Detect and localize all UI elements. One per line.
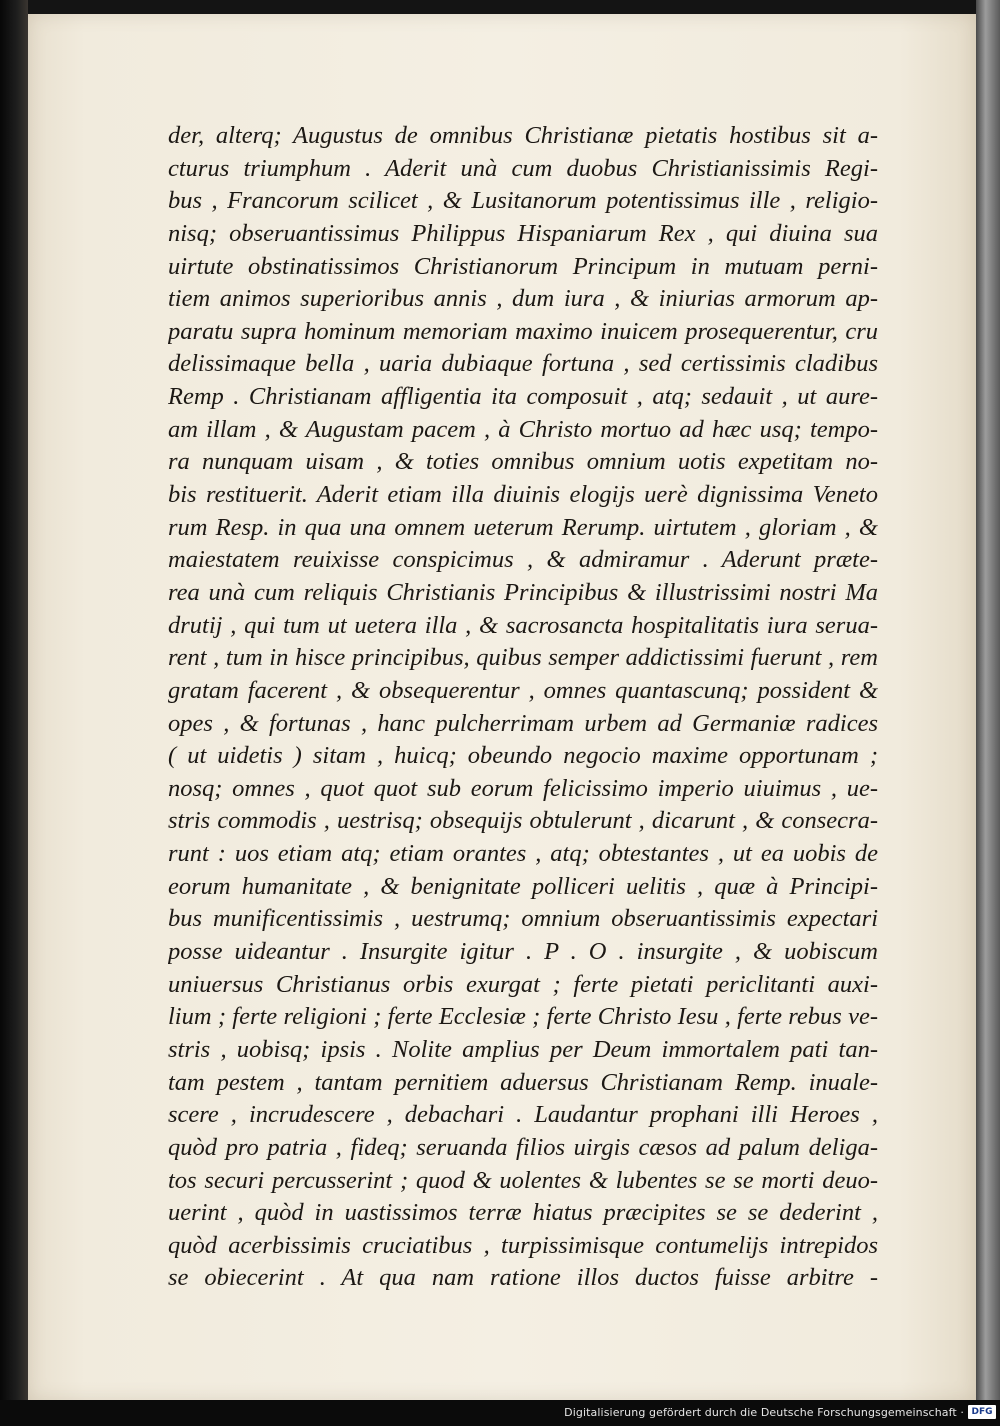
book-spine-shadow: [0, 0, 28, 1400]
page-body-text: [168, 120, 878, 1295]
text-line: uerint , quòd in uastissimos terræ hiatus præcipites se se dederint ,: [168, 1199, 878, 1227]
text-line: bus , Francorum scilicet , & Lusitanorum potentissimus ille , religio-: [168, 187, 878, 215]
text-line: stris commodis , uestrisq; obsequijs obtulerunt , dicarunt , & consecra-: [168, 807, 878, 835]
text-line: stris , uobisq; ipsis . Nolite amplius per Deum immortalem pati tan-: [168, 1035, 878, 1063]
footer-bar: [0, 1400, 1000, 1426]
text-line: quòd acerbissimis cruciatibus , turpissimisque contumelijs intrepidos: [168, 1231, 878, 1259]
text-line: bus munificentissimis , uestrumq; omnium obseruantissimis expectari: [168, 905, 878, 933]
text-line: lium ; ferte religioni ; ferte Ecclesiæ ; ferte Christo Iesu , ferte rebus ve-: [168, 1003, 878, 1031]
text-line: uniuersus Christianus orbis exurgat ; ferte pietati periclitanti auxi-: [168, 970, 878, 998]
text-line: uirtute obstinatissimos Christianorum Principum in mutuam perni-: [168, 252, 878, 280]
text-line: paratu supra hominum memoriam maximo inuicem prosequerentur, cru: [168, 317, 878, 345]
text-line: rum Resp. in qua una omnem ueterum Rerump. uirtutem , gloriam , &: [168, 513, 878, 541]
text-line: se obiecerint . At qua nam ratione illos ductos fuisse arbitre -: [168, 1264, 878, 1292]
text-line: delissimaque bella , uaria dubiaque fortuna , sed certissimis cladibus: [168, 350, 878, 378]
text-line: scere , incrudescere , debachari . Laudantur prophani illi Heroes ,: [168, 1101, 878, 1129]
text-line: cturus triumphum . Aderit unà cum duobus Christianissimis Regi-: [168, 154, 878, 182]
text-line: maiestatem reuixisse conspicimus , & admiramur . Aderunt præte-: [168, 546, 878, 574]
text-line: der, alterq; Augustus de omnibus Christianæ pietatis hostibus sit a-: [168, 122, 878, 149]
text-line: drutij , qui tum ut uetera illa , & sacrosancta hospitalitatis iura serua-: [168, 611, 878, 639]
text-line: Remp . Christianam affligentia ita composuit , atq; sedauit , ut aure-: [168, 383, 878, 411]
text-line: quòd pro patria , fideq; seruanda filios uirgis cæsos ad palum deliga-: [168, 1133, 878, 1161]
text-line: opes , & fortunas , hanc pulcherrimam urbem ad Germaniæ radices: [168, 709, 878, 737]
text-line: eorum humanitate , & benignitate polliceri uelitis , quæ à Principi-: [168, 872, 878, 900]
text-line: bis restituerit. Aderit etiam illa diuinis elogijs uerè dignissima Veneto: [168, 481, 878, 509]
text-line: tam pestem , tantam pernitiem aduersus Christianam Remp. inuale-: [168, 1068, 878, 1096]
text-line: ra nunquam uisam , & toties omnibus omnium uotis expetitam no-: [168, 448, 878, 476]
text-line: am illam , & Augustam pacem , à Christo mortuo ad hæc usq; tempo-: [168, 415, 878, 443]
text-line: nisq; obseruantissimus Philippus Hispaniarum Rex , qui diuina sua: [168, 219, 878, 247]
text-line: tos securi percusserint ; quod & uolentes & lubentes se se morti deuo-: [168, 1166, 878, 1194]
text-line: posse uideantur . Insurgite igitur . P . O . insurgite , & uobiscum: [168, 938, 878, 966]
text-line: tiem animos superioribus annis , dum iura , & iniurias armorum ap-: [168, 285, 878, 313]
page-edge: [976, 0, 1000, 1400]
text-line: ( ut uidetis ) sitam , huicq; obeundo negocio maxime opportunam ;: [168, 742, 878, 770]
text-line: runt : uos etiam atq; etiam orantes , atq; obtestantes , ut ea uobis de: [168, 840, 878, 868]
dfg-logo: DFG: [968, 1405, 996, 1419]
digitization-credit: Digitalisierung gefördert durch die Deutsche Forschungsgemeinschaft ·: [564, 1406, 964, 1419]
text-line: gratam facerent , & obsequerentur , omnes quantascunq; possident &: [168, 676, 878, 704]
text-line: rea unà cum reliquis Christianis Principibus & illustrissimi nostri Ma: [168, 578, 878, 606]
text-line: nosq; omnes , quot quot sub eorum felicissimo imperio uiuimus , ue-: [168, 774, 878, 802]
text-line: rent , tum in hisce principibus, quibus semper addictissimi fuerunt , rem: [168, 644, 878, 672]
